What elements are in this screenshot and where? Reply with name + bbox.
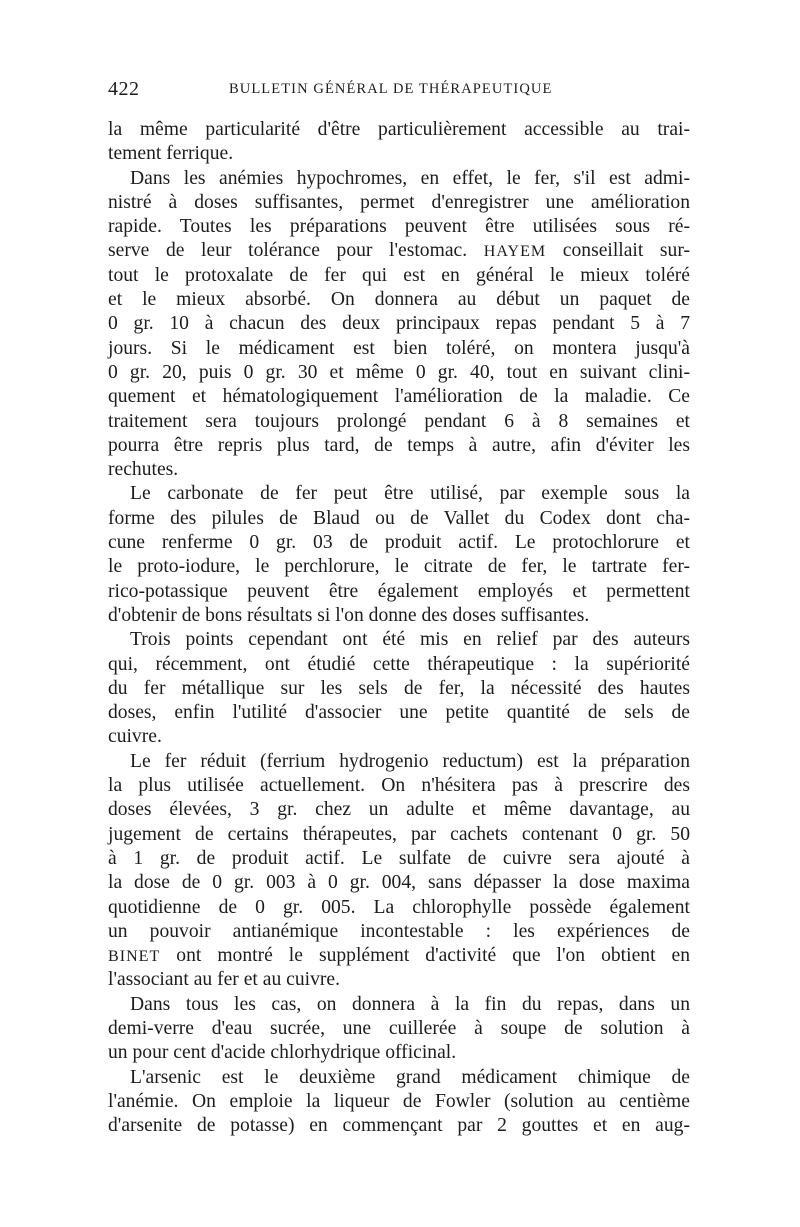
text-line: qui, récemment, ont étudié cette thérapeutique : la supériorité [108, 653, 690, 675]
text-line: et le mieux absorbé. On donnera au début un paquet de [108, 289, 690, 311]
text-line: un pouvoir antianémique incontestable : les expériences de [108, 920, 690, 942]
text-line: Dans tous les cas, on donnera à la fin du repas, dans un [130, 993, 690, 1015]
page-number: 422 [108, 78, 140, 100]
text-line: rapide. Toutes les préparations peuvent être utilisées sous ré- [108, 216, 690, 238]
text-line: forme des pilules de Blaud ou de Vallet du Codex dont cha- [108, 507, 690, 529]
text-line: quement et hématologiquement l'amélioration de la maladie. Ce [108, 386, 690, 408]
text-line: tement ferrique. [108, 143, 234, 165]
text-line: la même particularité d'être particulièrement accessible au trai- [108, 119, 690, 140]
text-line: Le fer réduit (ferrium hydrogenio reductum) est la préparation [130, 750, 690, 772]
text-line: à 1 gr. de produit actif. Le sulfate de cuivre sera ajouté à [108, 847, 690, 869]
text-line: du fer métallique sur les sels de fer, la nécessité des hautes [108, 677, 690, 699]
text-line: Le carbonate de fer peut être utilisé, par exemple sous la [130, 483, 690, 505]
page-header [108, 78, 690, 104]
author-name: BINET [108, 948, 161, 966]
text-line: Trois points cependant ont été mis en relief par des auteurs [130, 629, 690, 651]
text-line: le proto-iodure, le perchlorure, le citrate de fer, le tartrate fer- [108, 556, 690, 578]
text-line: doses élevées, 3 gr. chez un adulte et même davantage, au [108, 799, 690, 821]
text-line: doses, enfin l'utilité d'associer une petite quantité de sels de [108, 702, 690, 724]
text-line: demi-verre d'eau sucrée, une cuillerée à soupe de solution à [108, 1017, 690, 1039]
text-line: pourra être repris plus tard, de temps à autre, afin d'éviter les [108, 434, 690, 456]
text-line: l'anémie. On emploie la liqueur de Fowler (solution au centième [108, 1090, 690, 1112]
text-line: 0 gr. 10 à chacun des deux principaux repas pendant 5 à 7 [108, 313, 690, 335]
text-line: BINET ont montré le supplément d'activité que l'on obtient en [108, 945, 690, 967]
text-line: cuivre. [108, 726, 162, 748]
text-line: cune renferme 0 gr. 03 de produit actif. Le protochlorure et [108, 532, 690, 554]
text-line: jugement de certains thérapeutes, par cachets contenant 0 gr. 50 [108, 823, 690, 845]
text-line: nistré à doses suffisantes, permet d'enregistrer une amélioration [108, 191, 690, 213]
text-line: Dans les anémies hypochromes, en effet, le fer, s'il est admi- [130, 167, 690, 189]
text-line: un pour cent d'acide chlorhydrique officinal. [108, 1042, 457, 1064]
body-text [108, 118, 690, 1138]
text-line: jours. Si le médicament est bien toléré, on montera jusqu'à [108, 337, 690, 359]
text-line: la plus utilisée actuellement. On n'hésitera pas à prescrire des [108, 775, 690, 797]
author-name: HAYEM [483, 243, 547, 261]
text-line: quotidienne de 0 gr. 005. La chlorophylle possède également [108, 896, 690, 918]
text-line: rico-potassique peuvent être également employés et permettent [108, 580, 690, 602]
text-line: L'arsenic est le deuxième grand médicament chimique de [130, 1066, 690, 1088]
text-line: serve de leur tolérance pour l'estomac. HAYEM conseillait sur- [108, 240, 691, 262]
text-line: rechutes. [108, 459, 179, 481]
running-title: BULLETIN GÉNÉRAL DE THÉRAPEUTIQUE [229, 81, 553, 97]
text-line: la dose de 0 gr. 003 à 0 gr. 004, sans dépasser la dose maxima [108, 872, 690, 894]
text-line: 0 gr. 20, puis 0 gr. 30 et même 0 gr. 40, tout en suivant clini- [108, 361, 690, 383]
text-line: l'associant au fer et au cuivre. [108, 969, 341, 991]
text-line: traitement sera toujours prolongé pendant 6 à 8 semaines et [108, 410, 690, 432]
text-line: tout le protoxalate de fer qui est en général le mieux toléré [108, 264, 690, 286]
text-line: d'arsenite de potasse) en commençant par 2 gouttes et en aug- [108, 1115, 690, 1137]
text-line: d'obtenir de bons résultats si l'on donne des doses suffisantes. [108, 604, 590, 626]
